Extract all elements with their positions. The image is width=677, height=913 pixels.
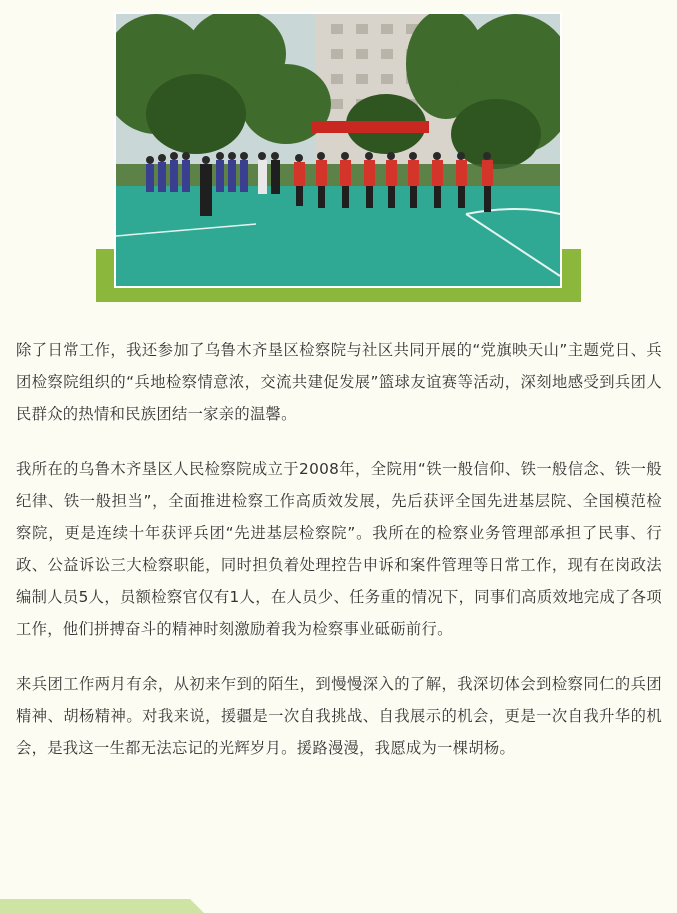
bottom-decorative-bar bbox=[0, 899, 677, 913]
article-paragraph-1: 除了日常工作，我还参加了乌鲁木齐垦区检察院与社区共同开展的“党旗映天山”主题党日、兵团检察院组织的“兵地检察情意浓，交流共建促发展”篮球友谊赛等活动，深刻地感受到兵团人民群众的热情和民族团结一家亲的温馨。 bbox=[16, 341, 662, 423]
article-paragraph-3: 来兵团工作两月有余，从初来乍到的陌生，到慢慢深入的了解，我深切体会到检察同仁的兵团精神、胡杨精神。对我来说，援疆是一次自我挑战、自我展示的机会，更是一次自我升华的机会，是我这一生都无法忘记的光辉岁月。援路漫漫，我愿成为一棵胡杨。 bbox=[16, 675, 662, 757]
event-photo bbox=[114, 12, 562, 288]
article-paragraph-2: 我所在的乌鲁木齐垦区人民检察院成立于2008年，全院用“铁一般信仰、铁一般信念、铁一般纪律、铁一般担当”，全面推进检察工作高质效发展，先后获评全国先进基层院、全国模范检察院，更是连续十年获评兵团“先进基层检察院”。我所在的检察业务管理部承担了民事、行政、公益诉讼三大检察职能，同时担负着处理控告申诉和案件管理等日常工作，现有在岗政法编制人员5人，员额检察官仅有1人，在人员少、任务重的情况下，同事们高质效地完成了各项工作，他们拼搏奋斗的精神时刻激励着我为检察事业砥砺前行。 bbox=[16, 460, 662, 638]
article-body bbox=[16, 334, 662, 787]
photo-illustration bbox=[116, 14, 560, 286]
